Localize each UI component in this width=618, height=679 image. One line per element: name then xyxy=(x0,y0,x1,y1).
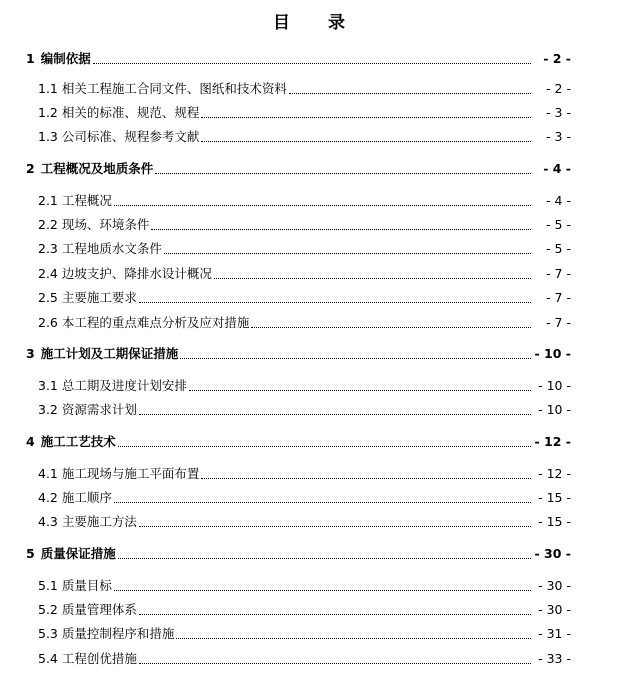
toc-entry-number: 3.2 xyxy=(38,402,58,417)
toc-entry-page-number: - 33 - xyxy=(538,651,571,666)
toc-entry-title: 边坡支护、降排水设计概况 xyxy=(61,266,212,281)
toc-entry-title: 施工工艺技术 xyxy=(40,434,116,449)
toc-entry-page-number: - 10 - xyxy=(534,346,571,361)
toc-dot-leader xyxy=(164,253,531,254)
toc-section-entry[interactable] xyxy=(38,601,571,619)
toc-entry-page-number: - 15 - xyxy=(538,514,571,529)
toc-entry-number: 5 xyxy=(26,546,35,561)
toc-entry-title: 质量管理体系 xyxy=(61,602,137,617)
toc-entry-title: 工程地质水文条件 xyxy=(61,241,162,256)
toc-entry-page-number: - 10 - xyxy=(538,378,571,393)
toc-section-entry[interactable] xyxy=(38,401,571,419)
toc-dot-leader xyxy=(176,638,531,639)
toc-dot-leader xyxy=(139,414,531,415)
toc-section-entry[interactable] xyxy=(38,216,571,234)
toc-entry-page-number: - 12 - xyxy=(534,434,571,449)
toc-entry-title: 本工程的重点难点分析及应对措施 xyxy=(61,315,250,330)
toc-entry-page-number: - 31 - xyxy=(538,626,571,641)
toc-entry-number: 5.3 xyxy=(38,626,58,641)
toc-section-entry[interactable] xyxy=(38,240,571,258)
toc-section-entry[interactable] xyxy=(38,265,571,283)
toc-dot-leader xyxy=(139,302,531,303)
toc-entry-number: 5.1 xyxy=(38,578,58,593)
toc-entry-number: 2.5 xyxy=(38,290,58,305)
toc-entry-page-number: - 15 - xyxy=(538,490,571,505)
toc-dot-leader xyxy=(201,141,531,142)
toc-dot-leader xyxy=(201,478,531,479)
toc-entry-number: 1.2 xyxy=(38,105,58,120)
toc-entry-title: 工程概况及地质条件 xyxy=(40,161,154,176)
toc-section-entry[interactable] xyxy=(38,577,571,595)
toc-section-entry[interactable] xyxy=(38,625,571,643)
toc-entry-number: 4.3 xyxy=(38,514,58,529)
toc-chapter-entry[interactable] xyxy=(26,433,571,451)
toc-entry-page-number: - 5 - xyxy=(546,217,571,232)
toc-entry-number: 1 xyxy=(26,51,35,66)
toc-entry-page-number: - 30 - xyxy=(538,602,571,617)
toc-entry-number: 5.4 xyxy=(38,651,58,666)
toc-dot-leader xyxy=(289,93,531,94)
toc-dot-leader xyxy=(118,558,531,559)
toc-entry-title: 资源需求计划 xyxy=(61,402,137,417)
toc-section-entry[interactable] xyxy=(38,192,571,210)
toc-entry-number: 2.4 xyxy=(38,266,58,281)
toc-chapter-entry[interactable] xyxy=(26,50,571,68)
toc-section-entry[interactable] xyxy=(38,289,571,307)
toc-entry-number: 3 xyxy=(26,346,35,361)
toc-section-entry[interactable] xyxy=(38,314,571,332)
toc-dot-leader xyxy=(114,590,531,591)
toc-section-entry[interactable] xyxy=(38,80,571,98)
toc-chapter-entry[interactable] xyxy=(26,545,571,563)
toc-entry-number: 2.3 xyxy=(38,241,58,256)
toc-entry-page-number: - 7 - xyxy=(546,290,571,305)
toc-entry-title: 编制依据 xyxy=(40,51,91,66)
toc-entry-number: 5.2 xyxy=(38,602,58,617)
toc-section-entry[interactable] xyxy=(38,489,571,507)
toc-entry-page-number: - 3 - xyxy=(546,105,571,120)
toc-entry-page-number: - 4 - xyxy=(543,161,571,176)
toc-entry-page-number: - 12 - xyxy=(538,466,571,481)
toc-entry-title: 质量目标 xyxy=(61,578,112,593)
toc-chapter-entry[interactable] xyxy=(26,345,571,363)
toc-dot-leader xyxy=(201,117,531,118)
toc-entry-page-number: - 5 - xyxy=(546,241,571,256)
toc-dot-leader xyxy=(139,526,531,527)
toc-entry-title: 相关工程施工合同文件、图纸和技术资料 xyxy=(61,81,287,96)
toc-dot-leader xyxy=(114,502,531,503)
toc-section-entry[interactable] xyxy=(38,513,571,531)
toc-dot-leader xyxy=(151,229,531,230)
toc-section-entry[interactable] xyxy=(38,465,571,483)
toc-entry-number: 2.2 xyxy=(38,217,58,232)
toc-entry-page-number: - 7 - xyxy=(546,315,571,330)
toc-chapter-entry[interactable] xyxy=(26,160,571,178)
toc-dot-leader xyxy=(189,390,531,391)
toc-entry-number: 4 xyxy=(26,434,35,449)
toc-dot-leader xyxy=(93,63,531,64)
toc-entry-title: 相关的标准、规范、规程 xyxy=(61,105,200,120)
toc-entry-page-number: - 3 - xyxy=(546,129,571,144)
toc-entry-title: 施工计划及工期保证措施 xyxy=(40,346,179,361)
toc-section-entry[interactable] xyxy=(38,650,571,668)
toc-dot-leader xyxy=(114,205,531,206)
toc-entry-title: 现场、环境条件 xyxy=(61,217,150,232)
toc-entry-title: 公司标准、规程参考文献 xyxy=(61,129,200,144)
toc-entry-number: 4.2 xyxy=(38,490,58,505)
toc-dot-leader xyxy=(139,614,531,615)
toc-entry-title: 总工期及进度计划安排 xyxy=(61,378,187,393)
toc-entry-title: 工程创优措施 xyxy=(61,651,137,666)
toc-entry-page-number: - 4 - xyxy=(546,193,571,208)
toc-entry-title: 主要施工方法 xyxy=(61,514,137,529)
toc-section-entry[interactable] xyxy=(38,377,571,395)
toc-entry-title: 质量控制程序和措施 xyxy=(61,626,175,641)
toc-entry-page-number: - 2 - xyxy=(546,81,571,96)
toc-entry-page-number: - 2 - xyxy=(543,51,571,66)
toc-entry-number: 2 xyxy=(26,161,35,176)
toc-dot-leader xyxy=(139,663,531,664)
toc-entry-number: 1.1 xyxy=(38,81,58,96)
toc-entry-title: 工程概况 xyxy=(61,193,112,208)
toc-entry-title: 质量保证措施 xyxy=(40,546,116,561)
toc-entry-number: 4.1 xyxy=(38,466,58,481)
toc-dot-leader xyxy=(155,173,531,174)
toc-entry-title: 主要施工要求 xyxy=(61,290,137,305)
toc-entry-number: 2.6 xyxy=(38,315,58,330)
toc-entry-title: 施工现场与施工平面布置 xyxy=(61,466,200,481)
toc-entry-page-number: - 10 - xyxy=(538,402,571,417)
toc-entry-number: 2.1 xyxy=(38,193,58,208)
toc-dot-leader xyxy=(180,358,530,359)
toc-section-entry[interactable] xyxy=(38,104,571,122)
toc-entry-page-number: - 30 - xyxy=(538,578,571,593)
toc-entry-number: 3.1 xyxy=(38,378,58,393)
toc-entry-title: 施工顺序 xyxy=(61,490,112,505)
toc-dot-leader xyxy=(251,327,531,328)
toc-entry-page-number: - 7 - xyxy=(546,266,571,281)
toc-dot-leader xyxy=(214,278,531,279)
toc-entry-number: 1.3 xyxy=(38,129,58,144)
toc-title: 目 录 xyxy=(273,13,361,33)
toc-section-entry[interactable] xyxy=(38,128,571,146)
toc-entry-page-number: - 30 - xyxy=(534,546,571,561)
toc-dot-leader xyxy=(118,446,531,447)
